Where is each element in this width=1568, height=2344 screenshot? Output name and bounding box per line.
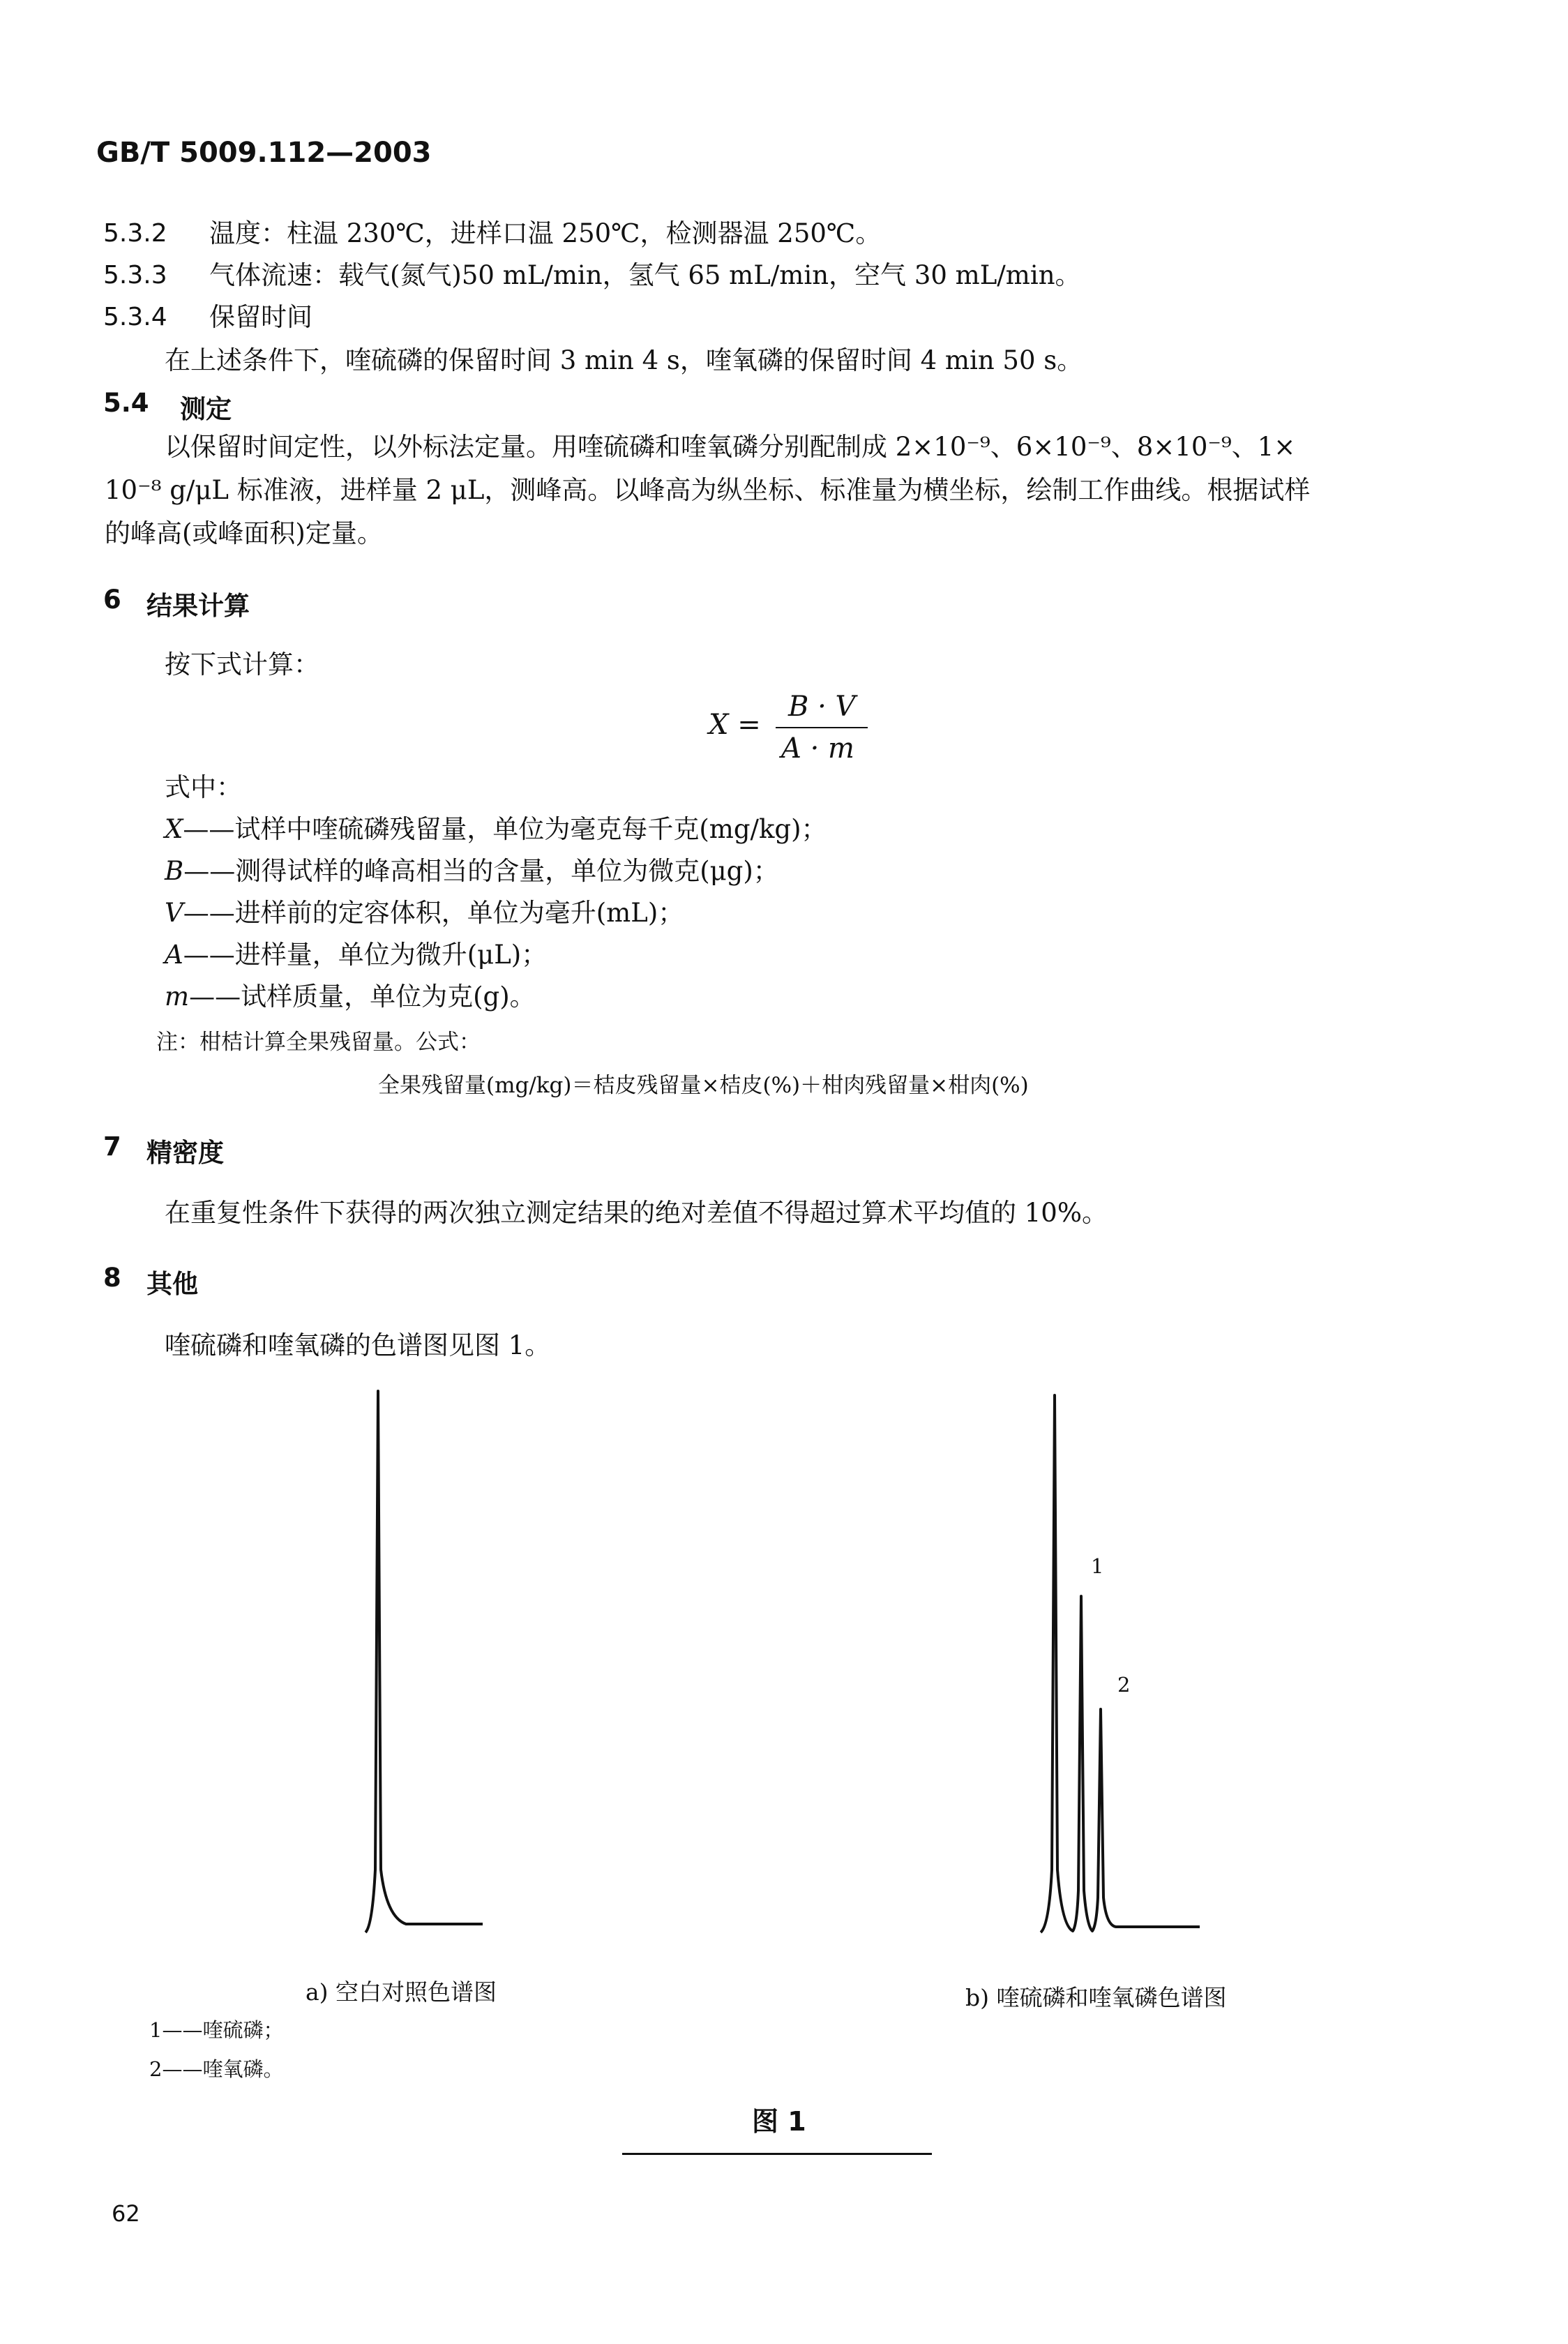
where-item [165,981,536,1013]
paragraph: 气体流速：载气(氮气)50 mL/min，氢气 65 mL/min，空气 30 mL/min。 [209,260,1081,290]
symbol: B [165,856,184,886]
section-title: 其他 [146,1269,198,1299]
legend-item: 1——喹硫磷； [149,2018,284,2042]
peak-label-1: 1 [1091,1554,1104,1578]
definition: ——进样前的定容体积，单位为毫升(mL)； [183,898,684,928]
sample-trace [1041,1395,1200,1932]
chromatogram-sample [1034,1388,1215,1946]
note-formula: 全果残留量(mg/kg)＝桔皮残留量×桔皮(%)＋柑肉残留量×柑肉(%) [378,1073,1029,1098]
where-item [165,855,779,887]
paragraph-line: 的峰高(或峰面积)定量。 [105,518,383,548]
caption-sample: b) 喹硫磷和喹氧磷色谱图 [965,1984,1227,2011]
section-number: 5.4 [103,388,149,418]
definition: ——试样质量，单位为克(g)。 [189,982,536,1012]
formula-numerator: B · V [788,691,856,723]
chromatogram-blank [357,1388,525,1946]
definition: ——测得试样的峰高相当的含量，单位为微克(μg)； [183,856,779,886]
section-title: 精密度 [146,1138,224,1168]
paragraph: 温度：柱温 230℃，进样口温 250℃，检测器温 250℃。 [209,218,882,248]
paragraph-line: 10⁻⁸ g/μL 标准液，进样量 2 μL，测峰高。以峰高为纵坐标、标准量为横坐标，绘制工作曲线。根据试样 [105,475,1311,505]
section-number: 5.3.3 [103,261,167,290]
formula-lhs: X = [709,709,761,741]
legend-item: 2——喹氧磷。 [149,2057,284,2081]
end-rule [622,2153,932,2155]
note-line: 注：柑桔计算全果残留量。公式： [156,1030,481,1055]
caption-blank: a) 空白对照色谱图 [306,1978,497,2006]
where-item [165,813,827,846]
paragraph: 在上述条件下，喹硫磷的保留时间 3 min 4 s，喹氧磷的保留时间 4 min 50 s。 [165,345,1083,375]
figure-title: 图 1 [752,2106,806,2137]
section-number: 7 [103,1132,121,1162]
symbol: V [165,898,183,928]
page-number: 62 [112,2200,140,2227]
definition: ——进样量，单位为微升(μL)； [183,940,548,970]
where-item [165,897,684,929]
symbol: A [165,940,183,970]
paragraph: 按下式计算： [165,649,319,679]
peak-label-2: 2 [1117,1673,1131,1697]
section-number: 5.3.2 [103,219,167,248]
paragraph: 在重复性条件下获得的两次独立测定结果的绝对差值不得超过算术平均值的 10%。 [165,1198,1108,1228]
where-item [165,939,547,971]
symbol: m [165,982,190,1012]
symbol: X [165,814,183,844]
section-number: 6 [103,585,121,615]
section-title: 保留时间 [209,302,312,332]
where-label: 式中： [165,772,242,802]
blank-trace [365,1391,483,1932]
section-number: 5.3.4 [103,303,167,331]
paragraph: 喹硫磷和喹氧磷的色谱图见图 1。 [165,1330,551,1360]
section-number: 8 [103,1263,121,1293]
fraction-bar [776,727,868,728]
section-title: 测定 [180,394,232,424]
formula-denominator: A · m [781,732,854,765]
definition: ——试样中喹硫磷残留量，单位为毫克每千克(mg/kg)； [183,814,827,844]
standard-code: GB/T 5009.112—2003 [96,137,432,169]
paragraph-line: 以保留时间定性，以外标法定量。用喹硫磷和喹氧磷分别配制成 2×10⁻⁹、6×10⁻⁹、8×10⁻⁹、1× [165,432,1296,462]
section-title: 结果计算 [146,591,250,621]
